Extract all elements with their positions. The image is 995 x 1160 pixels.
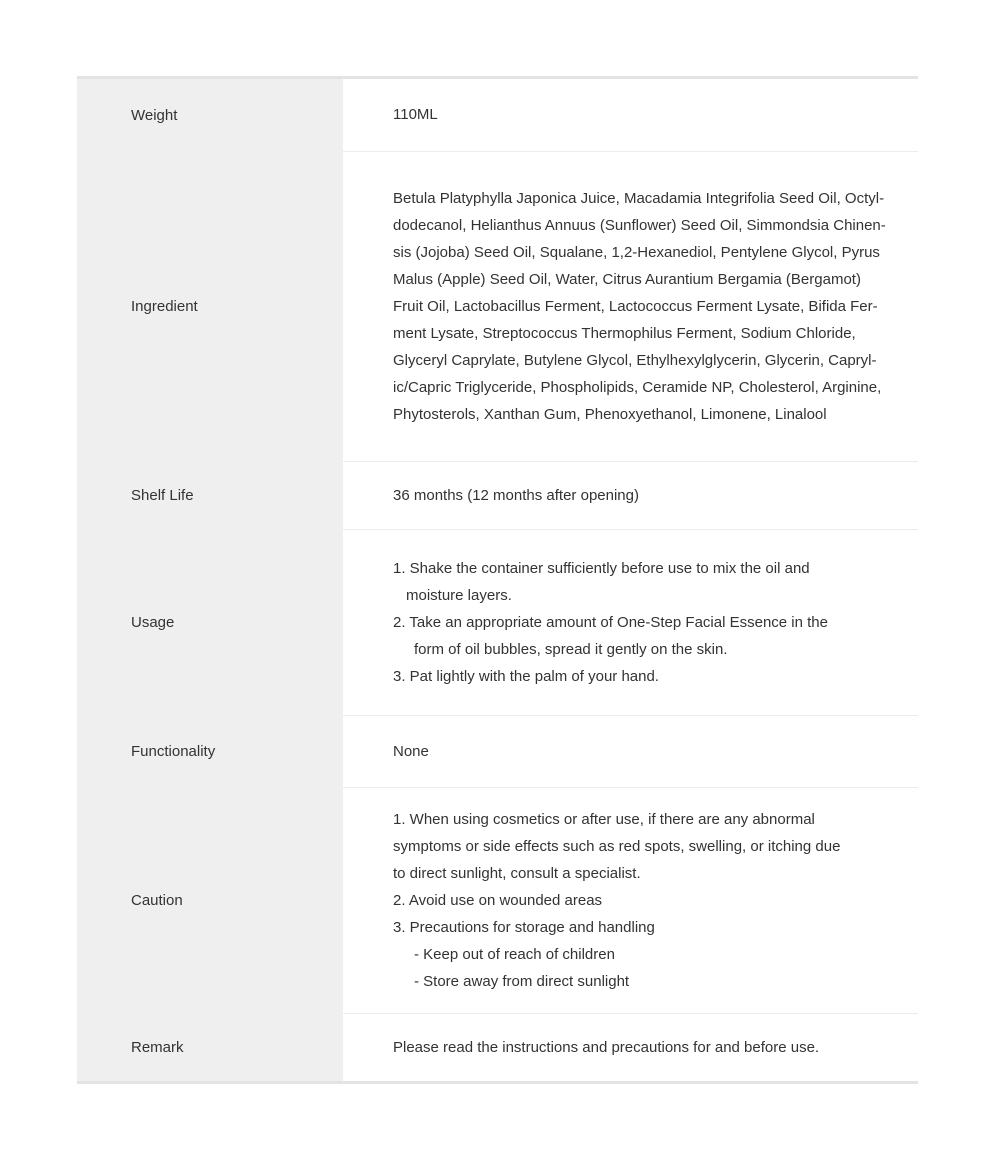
spec-row-usage bbox=[77, 529, 918, 715]
spec-value-weight bbox=[343, 79, 918, 151]
spec-row-functionality bbox=[77, 715, 918, 787]
spec-row-remark bbox=[77, 1013, 918, 1081]
ingredient-line: Malus (Apple) Seed Oil, Water, Citrus Aurantium Bergamia (Bergamot) bbox=[393, 271, 861, 288]
spec-value-remark bbox=[343, 1013, 918, 1081]
caution-line: 2. Avoid use on wounded areas bbox=[393, 892, 603, 909]
ingredient-line: sis (Jojoba) Seed Oil, Squalane, 1,2-Hexanediol, Pentylene Glycol, Pyrus bbox=[393, 244, 880, 261]
ingredient-line: ment Lysate, Streptococcus Thermophilus Ferment, Sodium Chloride, bbox=[393, 325, 856, 342]
weight-value: 110ML bbox=[393, 106, 438, 123]
spec-value-shelf-life bbox=[343, 461, 918, 529]
ingredient-line: Glyceryl Caprylate, Butylene Glycol, Ethylhexylglycerin, Glycerin, Capryl- bbox=[393, 352, 877, 369]
spec-row-weight bbox=[77, 79, 918, 151]
spec-label-caution: Caution bbox=[77, 787, 343, 1013]
ingredient-line: Phytosterols, Xanthan Gum, Phenoxyethanol, Limonene, Linalool bbox=[393, 406, 827, 423]
ingredient-line: dodecanol, Helianthus Annuus (Sunflower) Seed Oil, Simmondsia Chinen- bbox=[393, 217, 886, 234]
caution-line: to direct sunlight, consult a specialist. bbox=[393, 865, 641, 882]
spec-label-shelf-life: Shelf Life bbox=[77, 461, 343, 529]
product-spec-table bbox=[77, 76, 918, 1084]
caution-line: 1. When using cosmetics or after use, if there are any abnormal bbox=[393, 811, 815, 828]
spec-value-usage bbox=[343, 529, 918, 715]
spec-label-remark: Remark bbox=[77, 1013, 343, 1081]
spec-value-functionality bbox=[343, 715, 918, 787]
functionality-value: None bbox=[393, 743, 429, 760]
spec-label-usage: Usage bbox=[77, 529, 343, 715]
shelf-life-value: 36 months (12 months after opening) bbox=[393, 487, 639, 504]
usage-line: moisture layers. bbox=[406, 587, 512, 604]
spec-value-caution bbox=[343, 787, 918, 1013]
spec-row-ingredient bbox=[77, 151, 918, 461]
ingredient-line: Betula Platyphylla Japonica Juice, Macadamia Integrifolia Seed Oil, Octyl- bbox=[393, 190, 885, 207]
caution-line: 3. Precautions for storage and handling bbox=[393, 919, 655, 936]
ingredient-line: ic/Capric Triglyceride, Phospholipids, Ceramide NP, Cholesterol, Arginine, bbox=[393, 379, 882, 396]
spec-row-shelf-life bbox=[77, 461, 918, 529]
usage-line: form of oil bubbles, spread it gently on the skin. bbox=[414, 641, 728, 658]
spec-label-functionality: Functionality bbox=[77, 715, 343, 787]
spec-value-ingredient bbox=[343, 151, 918, 461]
ingredient-line: Fruit Oil, Lactobacillus Ferment, Lactococcus Ferment Lysate, Bifida Fer- bbox=[393, 298, 878, 315]
usage-line: 3. Pat lightly with the palm of your hand. bbox=[393, 668, 659, 685]
remark-value: Please read the instructions and precautions for and before use. bbox=[393, 1039, 820, 1056]
caution-line: symptoms or side effects such as red spots, swelling, or itching due bbox=[393, 838, 841, 855]
caution-line: - Keep out of reach of children bbox=[414, 946, 615, 963]
spec-row-caution bbox=[77, 787, 918, 1013]
spec-label-weight: Weight bbox=[77, 79, 343, 151]
caution-line: - Store away from direct sunlight bbox=[414, 973, 630, 990]
usage-line: 1. Shake the container sufficiently before use to mix the oil and bbox=[393, 560, 810, 577]
usage-line: 2. Take an appropriate amount of One-Step Facial Essence in the bbox=[393, 614, 828, 631]
spec-label-ingredient: Ingredient bbox=[77, 151, 343, 461]
